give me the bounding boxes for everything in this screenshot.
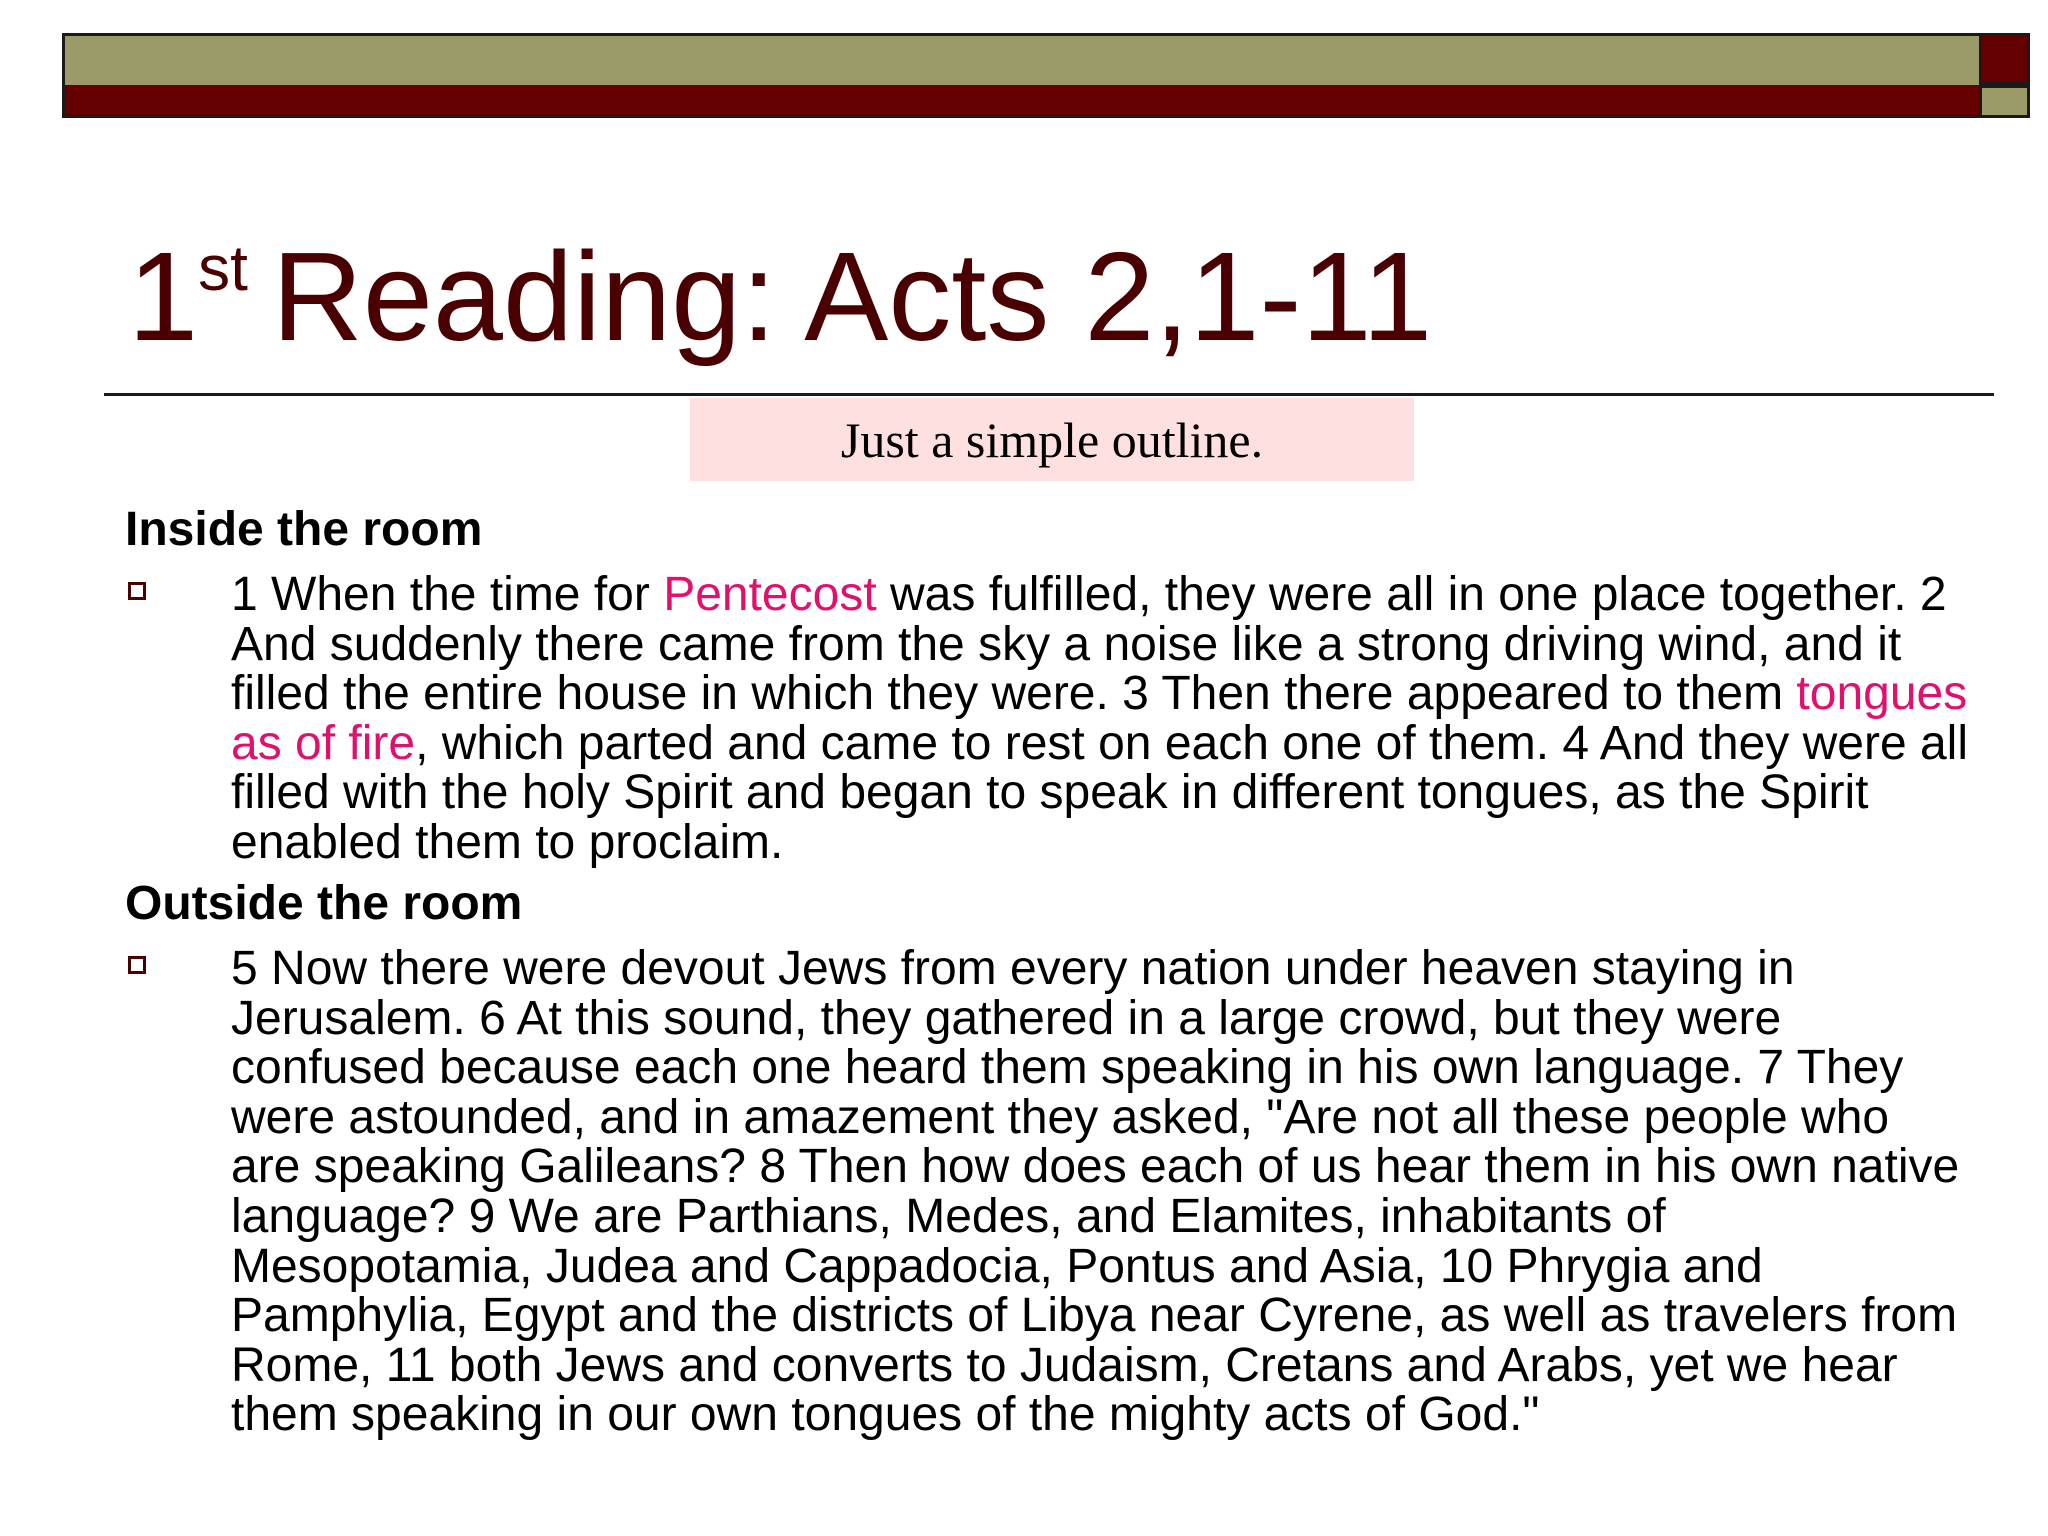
- body-text: 1 When the time for: [231, 568, 664, 621]
- title-text: Reading: Acts 2,1-11: [271, 226, 1433, 367]
- highlight-pentecost: Pentecost: [663, 568, 877, 621]
- hollow-square-bullet-icon: [128, 582, 146, 600]
- header-corner-maroon: [1982, 33, 2030, 85]
- outline-note: [690, 398, 1414, 481]
- outline-note-text: Just a simple outline.: [840, 411, 1264, 468]
- header-corner-olive: [1982, 85, 2030, 118]
- section-heading-outside: Outside the room: [125, 877, 523, 930]
- slide-title: [128, 222, 1432, 393]
- highlight-tongues-of-fire: tongues as of fire: [231, 667, 1968, 770]
- section-body-inside: [231, 570, 1971, 868]
- title-superscript: st: [198, 232, 248, 304]
- title-number: 1: [128, 226, 199, 367]
- section-body-outside: 5 Now there were devout Jews from every nation under heaven staying in Jerusalem. 6 At this sound, they gathered in a large crowd, but they were confused because each one heard them speaking in his own language. 7 They were astounded, and in amazement they asked, "Are not all these people who are speaking Galileans? 8 Then how does each of us hear them in his own native language? 9 We are Parthians, Medes, and Elamites, inhabitants of Mesopotamia, Judea and Cappadocia, Pontus and Asia, 10 Phrygia and Pamphylia, Egypt and the districts of Libya near Cyrene, as well as travelers from Rome, 11 both Jews and converts to Judaism, Cretans and Arabs, yet we hear them speaking in our own tongues of the mighty acts of God.": [231, 942, 1960, 1442]
- section-heading-inside: Inside the room: [125, 503, 483, 556]
- header-bar-olive: [62, 33, 1982, 85]
- title-divider: [104, 393, 1994, 396]
- body-text: was fulfilled, they were all in one place together. 2 And suddenly there came from the sky a noise like a strong driving wind, and it filled the entire house in which they were. 3 Then there appeared to them: [231, 568, 1947, 721]
- header-bar-maroon: [62, 85, 1982, 118]
- hollow-square-bullet-icon: [128, 956, 146, 974]
- body-text: , which parted and came to rest on each one of them. 4 And they were all filled with the holy Spirit and began to speak in different tongues, as the Spirit enabled them to proclaim.: [231, 716, 1968, 869]
